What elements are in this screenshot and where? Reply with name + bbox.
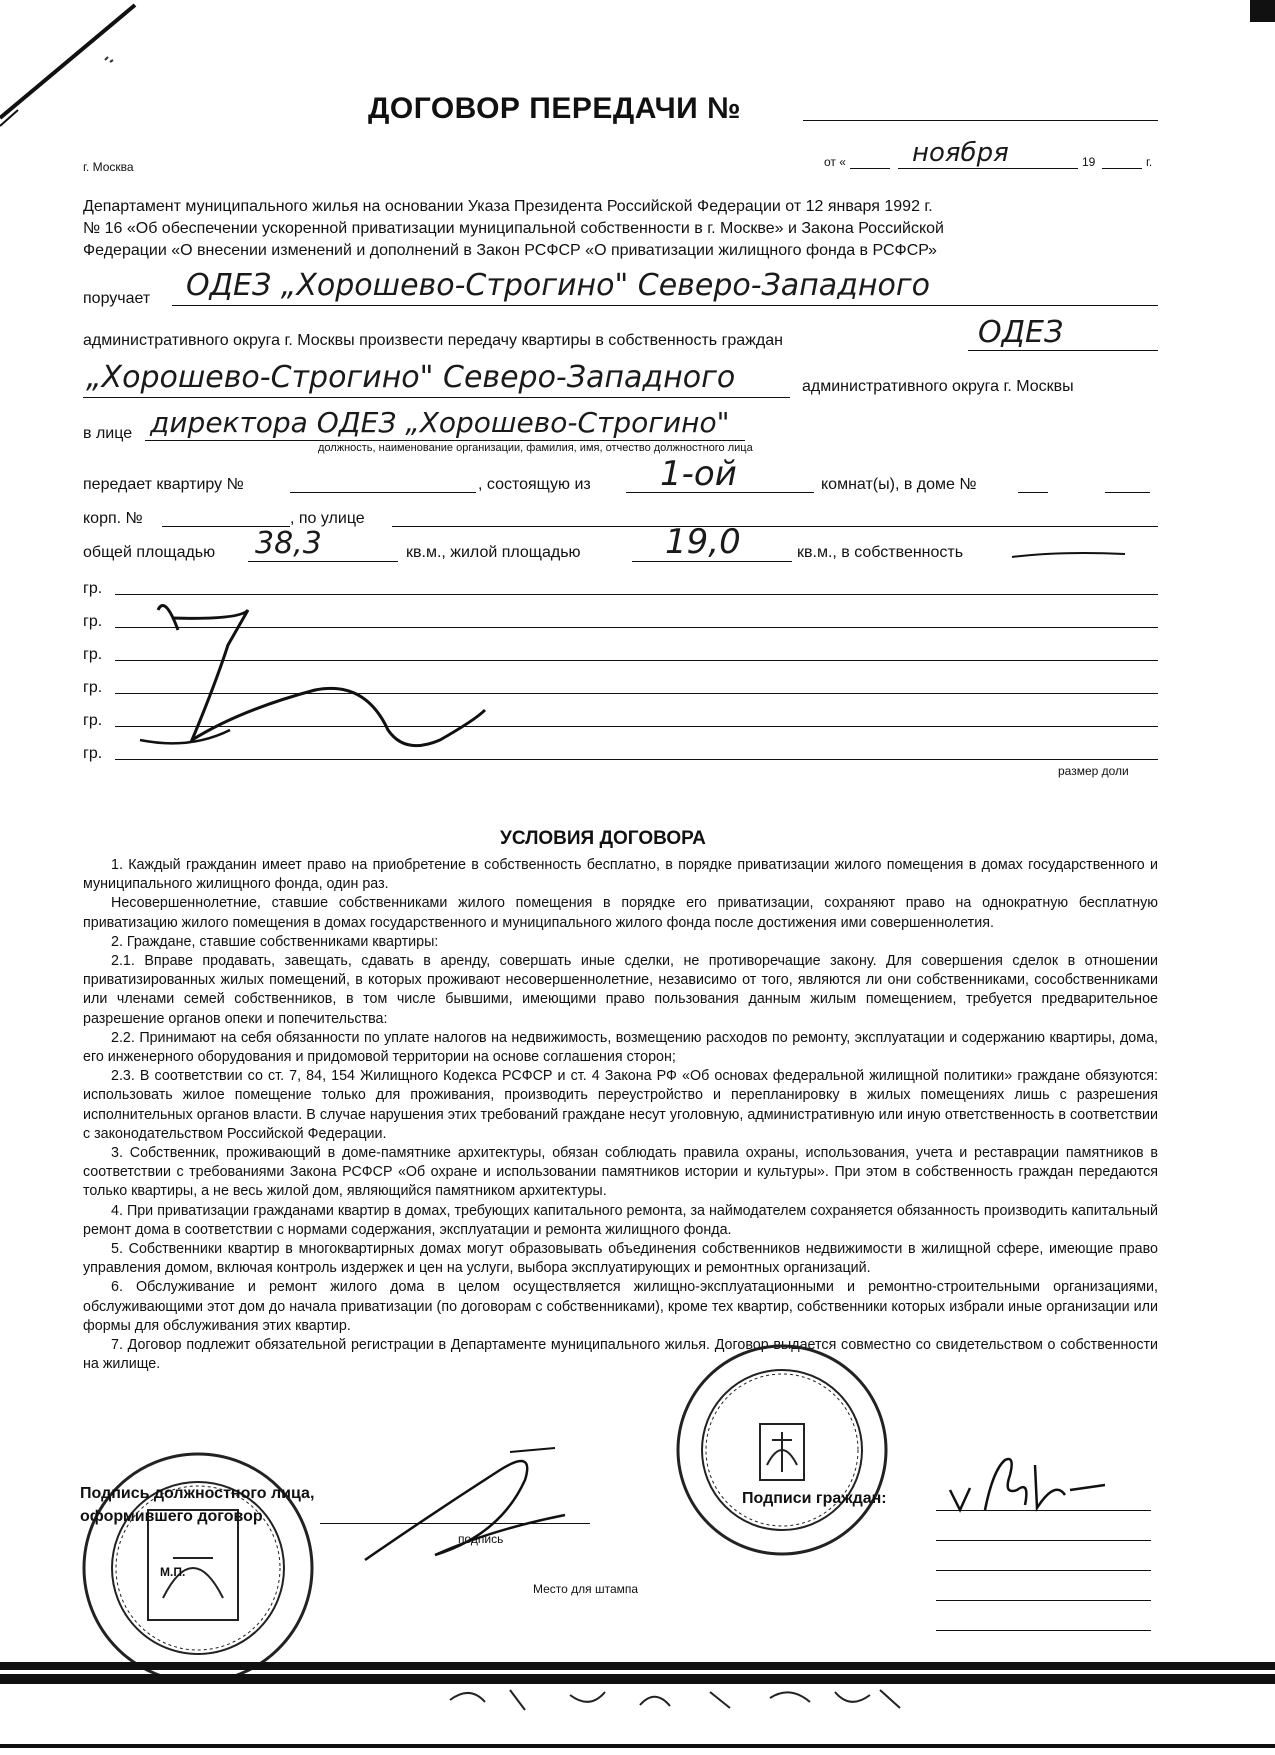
stamp-place-caption: Место для штампа <box>533 1582 639 1596</box>
street-label: , по улице <box>290 510 365 527</box>
street-line <box>392 526 1158 527</box>
rooms-handwritten: 1-ой <box>660 454 737 494</box>
official-round-stamp-left <box>78 1448 318 1688</box>
condition-paragraph: 7. Договор подлежит обязательной регистрации в Департаменте муниципального жилья. Договор выдается совместно со свидетельством о собственности на жилище. <box>83 1337 1158 1373</box>
official-round-stamp-right <box>672 1340 892 1560</box>
condition-paragraph: Несовершеннолетние, ставшие собственниками жилого помещения в порядке его приватизации, сохраняют право на однократную бесплатную приватизацию жилого помещения в домах государственного и муниципального жилого фонда после достижения ими совершеннолетия. <box>83 895 1158 931</box>
house-number-line <box>1018 492 1048 493</box>
citizen-signature-line-3 <box>936 1570 1151 1571</box>
ownership-dash-mark <box>1010 545 1130 565</box>
vlice-label: в лице <box>83 425 133 442</box>
city-label: г. Москва <box>83 160 134 174</box>
condition-paragraph: 2. Граждане, ставшие собственниками квартиры: <box>111 933 439 950</box>
poruchaet-handwritten: ОДЕЗ „Хорошево-Строгино" Северо-Западного <box>186 268 930 303</box>
vlice-caption: должность, наименование организации, фамилия, имя, отчество должностного лица <box>318 442 753 454</box>
korp-label: корп. № <box>83 510 143 527</box>
intro-line-1: Департамент муниципального жилья на основании Указа Президента Российской Федерации от 12 января 1992 г. <box>83 198 933 215</box>
rooms-line <box>626 492 814 493</box>
citizens-org-line <box>968 350 1158 351</box>
date-year-line <box>1102 168 1142 169</box>
living-suffix: кв.м., в собственность <box>797 544 964 561</box>
condition-paragraph: 6. Обслуживание и ремонт жилого дома в целом осуществляется жилищно-эксплуатационными и ремонтно-строительными организациями, обслуживающими этот дом до начала приватизации (по договорам с собственниками), кроме тех квартир, собственники которых избрали иные организации или формы для обслуживания этих квартир. <box>83 1279 1158 1334</box>
condition-paragraph: 2.3. В соответствии со ст. 7, 84, 154 Жилищного Кодекса РСФСР и ст. 4 Закона РФ «Об основах федеральной жилищной политики» граждане обязуются: использовать жилое помещение только для проживания, производить переустройство и перепланировку в жилых помещениях лишь с разрешения исполнительных органов власти. В случае нарушения этих требований граждане несут уголовную, административную или иную ответственность в соответствии с законодательством Российской Федерации. <box>83 1068 1158 1142</box>
date-day-line <box>850 168 890 169</box>
conditions-title: УСЛОВИЯ ДОГОВОРА <box>500 828 706 849</box>
condition-paragraph: 2.2. Принимают на себя обязанности по уплате налогов на недвижимость, возмещению расходов по ремонту, эксплуатации и содержанию квартиры, дома, его инженерного оборудования и придомовой территории на основе соглашения сторон; <box>83 1029 1158 1066</box>
signature-caption: подпись <box>458 1532 504 1546</box>
stamp-mp-text: М.П. <box>160 1565 186 1579</box>
scan-bar-bottom-3 <box>0 1744 1275 1748</box>
citizens-signature-label: Подписи граждан: <box>742 1490 887 1507</box>
condition-paragraph: 1. Каждый гражданин имеет право на приобретение в собственность бесплатно, в порядке приватизации жилого помещения в домах государственного и муниципального жилищного фонда, один раз. <box>83 857 1158 893</box>
org-handwritten: „Хорошево-Строгино" Северо-Западного <box>86 360 736 395</box>
document-page: ДОГОВОР ПЕРЕДАЧИ № г. Москва от « ноября 19 г. Департамент муниципального жилья на основании Указа Президента Российской Федерации от 12 января 1992 г. № 16 «Об обеспечении ускоренной приватизации муниципальной собственности в г. Москве» и Закона Российской Федерации «О внесении изменений и дополнений в Закон РСФСР «О приватизации жилищного фонда в РСФСР» поручает ОДЕЗ „Хорошево-Строгино" Северо-Западного административного округа г. Москвы произвести передачу квартиры в собственность граждан ОДЕЗ „Хорошево-Строгино" Северо-Западного административного округа г. Москвы в лице директора ОДЕЗ „Хорошево-Строгино" должность, наименование организации, фамилия, имя, отчество должностного лица передает квартиру № , состоящую из 1-ой комнат(ы), в доме № корп. № , по улице общей площадью 38,3 кв.м., жилой площадью 19,0 кв.м., в собственность гр. гр. гр. гр. гр. гр. размер доли УСЛОВИЯ ДОГОВОРА 1. Каждый гражданин имеет право на приобретение в собственность бесплатно, в порядке приватизации жилого помещения в домах государственного и муниципального жилищного фонда, один раз. Несовершеннолетние, ставшие собственниками жилого помещения в порядке его приватизации, сохраняют право на однократную бесплатную приватизацию жилого помещения в домах государственного и муниципального жилого фонда после достижения ими совершеннолетия. 2. Граждане, ставшие собственниками квартиры: 2.1. Вправе продавать, завещать, сдавать в аренду, совершать иные сделки, не противоречащие закону. Для совершения сделок в отношении приватизированных жилых помещений, в которых проживают несовершеннолетние, независимо от того, являются ли они собственниками, сособственниками или членами семей собственников, в том числе бывшими, имеющими право пользования данным жилым помещением, требуется предварительное разрешение органов опеки и попечительства: 2.2. Принимают на себя обязанности по уплате налогов на недвижимость, возмещению расходов по ремонту, эксплуатации и содержанию квартиры, дома, его инженерного оборудования и придомовой территории на основе соглашения сторон; 2.3. В соответствии со ст. 7, 84, 154 Жилищного Кодекса РСФСР и ст. 4 Закона РФ «Об основах федеральной жилищной политики» граждане обязуются: использовать жилое помещение только для проживания, производить переустройство и перепланировку в жилых помещениях лишь с разрешения исполнительных органов власти. В случае нарушения этих требований граждане несут уголовную, административную или иную ответственность в соответствии с законодательством Российской Федерации. 3. Собственник, проживающий в доме-памятнике архитектуры, обязан соблюдать правила охраны, использования, учета и реставрации памятников в соответствии с требованиями Закона РСФСР «Об охране и использовании памятников истории и культуры». При этом в собственность граждан передаются только квартиры, а не весь жилой дом, являющийся памятником архитектуры. 4. При приватизации гражданами квартир в домах, требующих капитального ремонта, за наймодателем сохраняется обязанность производить капитальный ремонт дома в соответствии с нормами содержания, эксплуатации и ремонта жилищного фонда. 5. Собственники квартир в многоквартирных домах могут образовывать объединения собственников недвижимости в жилищной сфере, имеющие право управления домом, включая контроль издержек и цен на услуги, выбора эксплуатирующих и ремонтных организаций. 6. Обслуживание и ремонт жилого дома в целом осуществляется жилищно-эксплуатационными и ремонтно-строительными организациями, обслуживающими этот дом до начала приватизации (по договорам с собственниками), кроме тех квартир, собственники которых избрали иные организации или формы для обслуживания этих квартир. 7. Договор подлежит обязательной регистрации в Департаменте муниципального жилья. Договор выдается совместно со свидетельством о собственности на жилище. М.П. Подпись должностного лица, оформившего договор подпись Место для штампа Подписи граждан: <box>0 0 1275 1755</box>
poruchaet-label: поручает <box>83 290 151 307</box>
living-area-line <box>632 561 792 562</box>
org-suffix-text: административного округа г. Москвы <box>802 378 1074 395</box>
page-edge-mark <box>1250 0 1275 22</box>
official-signature-label-2: оформившего договор <box>80 1508 263 1525</box>
share-caption: размер доли <box>1058 764 1129 778</box>
area-handwritten: 38,3 <box>255 526 322 561</box>
corner-pen-mark <box>0 0 160 130</box>
intro-line-3: Федерации «О внесении изменений и дополнений в Закон РСФСР «О приватизации жилищного фонда в РСФСР» <box>83 242 937 259</box>
date-from-label: от « <box>824 155 846 169</box>
condition-paragraph: 2.1. Вправе продавать, завещать, сдавать в аренду, совершать иные сделки, не противоречащие закону. Для совершения сделок в отношении приватизированных жилых помещений, в которых проживают несовершеннолетние, независимо от того, являются ли они собственниками, сособственниками или членами семей собственников, в том числе бывшими, имеющими право пользования данным жилым помещением, требуется предварительное разрешение органов опеки и попечительства: <box>83 953 1158 1027</box>
conditions-body <box>83 856 1158 1374</box>
date-suffix: г. <box>1146 155 1153 169</box>
vlice-handwritten: директора ОДЕЗ „Хорошево-Строгино" <box>150 406 730 439</box>
area-unit: кв.м., жилой площадью <box>406 544 581 561</box>
rooms-label: , состоящую из <box>478 476 591 493</box>
area-line <box>248 561 398 562</box>
vlice-line <box>145 440 745 441</box>
citizen-signature-line-1 <box>936 1510 1151 1511</box>
citizen-signature-line-5 <box>936 1630 1151 1631</box>
condition-paragraph: 3. Собственник, проживающий в доме-памятнике архитектуры, обязан соблюдать правила охраны, использования, учета и реставрации памятников в соответствии с требованиями Закона РСФСР «Об охране и использовании памятников истории и культуры». При этом в собственность граждан передаются только квартиры, а не весь жилой дом, являющийся памятником архитектуры. <box>83 1145 1158 1200</box>
bottom-handwriting-scribble <box>440 1680 920 1720</box>
date-year-prefix: 19 <box>1082 155 1096 169</box>
org-line <box>83 397 790 398</box>
living-area-handwritten: 19,0 <box>665 522 741 562</box>
official-handwritten-signature <box>350 1440 580 1580</box>
scan-bar-bottom-1 <box>0 1662 1275 1670</box>
official-signature-label-1: Подпись должностного лица, <box>80 1485 315 1502</box>
contract-number-line <box>803 120 1158 121</box>
odez-handwritten: ОДЕЗ <box>978 315 1064 350</box>
area-label: общей площадью <box>83 544 216 561</box>
apartment-label: передает квартиру № <box>83 476 244 493</box>
condition-paragraph: 4. При приватизации гражданами квартир в домах, требующих капитального ремонта, за наймодателем сохраняется обязанность производить капитальный ремонт дома в соответствии с нормами содержания, эксплуатации и ремонта жилищного фонда. <box>83 1202 1158 1238</box>
intro-line-2: № 16 «Об обеспечении ускоренной приватизации муниципальной собственности в г. Москве» и Закона Российской <box>83 220 944 237</box>
date-month-line <box>898 168 1078 169</box>
poruchaet-line <box>172 305 1158 306</box>
document-title: ДОГОВОР ПЕРЕДАЧИ № <box>368 92 742 125</box>
house-number-line-2 <box>1105 492 1150 493</box>
apartment-number-line <box>290 492 476 493</box>
date-month-handwritten: ноября <box>912 138 1009 168</box>
z-cancellation-mark <box>120 590 500 770</box>
condition-paragraph: 5. Собственники квартир в многоквартирных домах могут образовывать объединения собственников недвижимости в жилищной сфере, имеющие право управления домом, включая контроль издержек и цен на услуги, выбора эксплуатирующих и ремонтных организаций. <box>83 1241 1158 1277</box>
okrug-transfer-text: административного округа г. Москвы произвести передачу квартиры в собственность граждан <box>83 332 783 349</box>
rooms-suffix: комнат(ы), в доме № <box>821 476 977 493</box>
citizen-signature-line-4 <box>936 1600 1151 1601</box>
citizen-signature-line-2 <box>936 1540 1151 1541</box>
